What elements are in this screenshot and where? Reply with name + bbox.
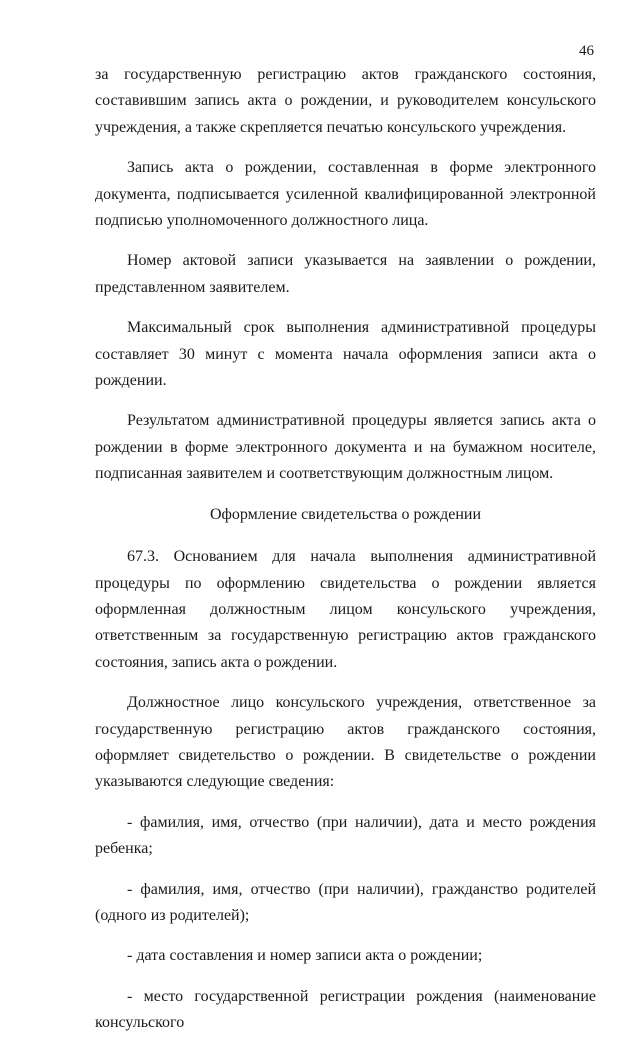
paragraph: Должностное лицо консульского учреждения, ответственное за государственную регистрацию актов гражданского состояния, оформляет свидетельство о рождении. В свидетельстве о рождении указываются следующие сведения: <box>95 694 596 791</box>
list-item: - фамилия, имя, отчество (при наличии), дата и место рождения ребенка; <box>95 813 596 858</box>
paragraph: Запись акта о рождении, составленная в форме электронного документа, подписывается усиленной квалифицированной электронной подписью уполномоченного должностного лица. <box>95 159 596 230</box>
paragraph: Номер актовой записи указывается на заявлении о рождении, представленном заявителем. <box>95 252 596 296</box>
paragraph: за государственную регистрацию актов гражданского состояния, составившим запись акта о рождении, и руководителем консульского учреждения, а также скрепляется печатью консульского учреждения. <box>95 66 596 136</box>
document-body <box>95 62 596 1051</box>
page-number: 46 <box>579 43 594 59</box>
section-heading: Оформление свидетельства о рождении <box>209 505 482 523</box>
paragraph: Результатом административной процедуры является запись акта о рождении в форме электронного документа и на бумажном носителе, подписанная заявителем и соответствующим должностным лицом. <box>95 412 596 483</box>
list-item: - место государственной регистрации рождения (наименование консульского <box>95 987 596 1032</box>
list-item: - дата составления и номер записи акта о рождении; <box>127 947 483 965</box>
list-item: - фамилия, имя, отчество (при наличии), гражданство родителей (одного из родителей); <box>95 880 596 924</box>
paragraph: Максимальный срок выполнения административной процедуры составляет 30 минут с момента начала оформления записи акта о рождении. <box>95 319 596 390</box>
paragraph: 67.3. Основанием для начала выполнения административной процедуры по оформлению свидетельства о рождении является оформленная должностным лицом консульского учреждения, ответственным за государственную регистрацию актов гражданского состояния, запись акта о рождении. <box>95 548 596 671</box>
